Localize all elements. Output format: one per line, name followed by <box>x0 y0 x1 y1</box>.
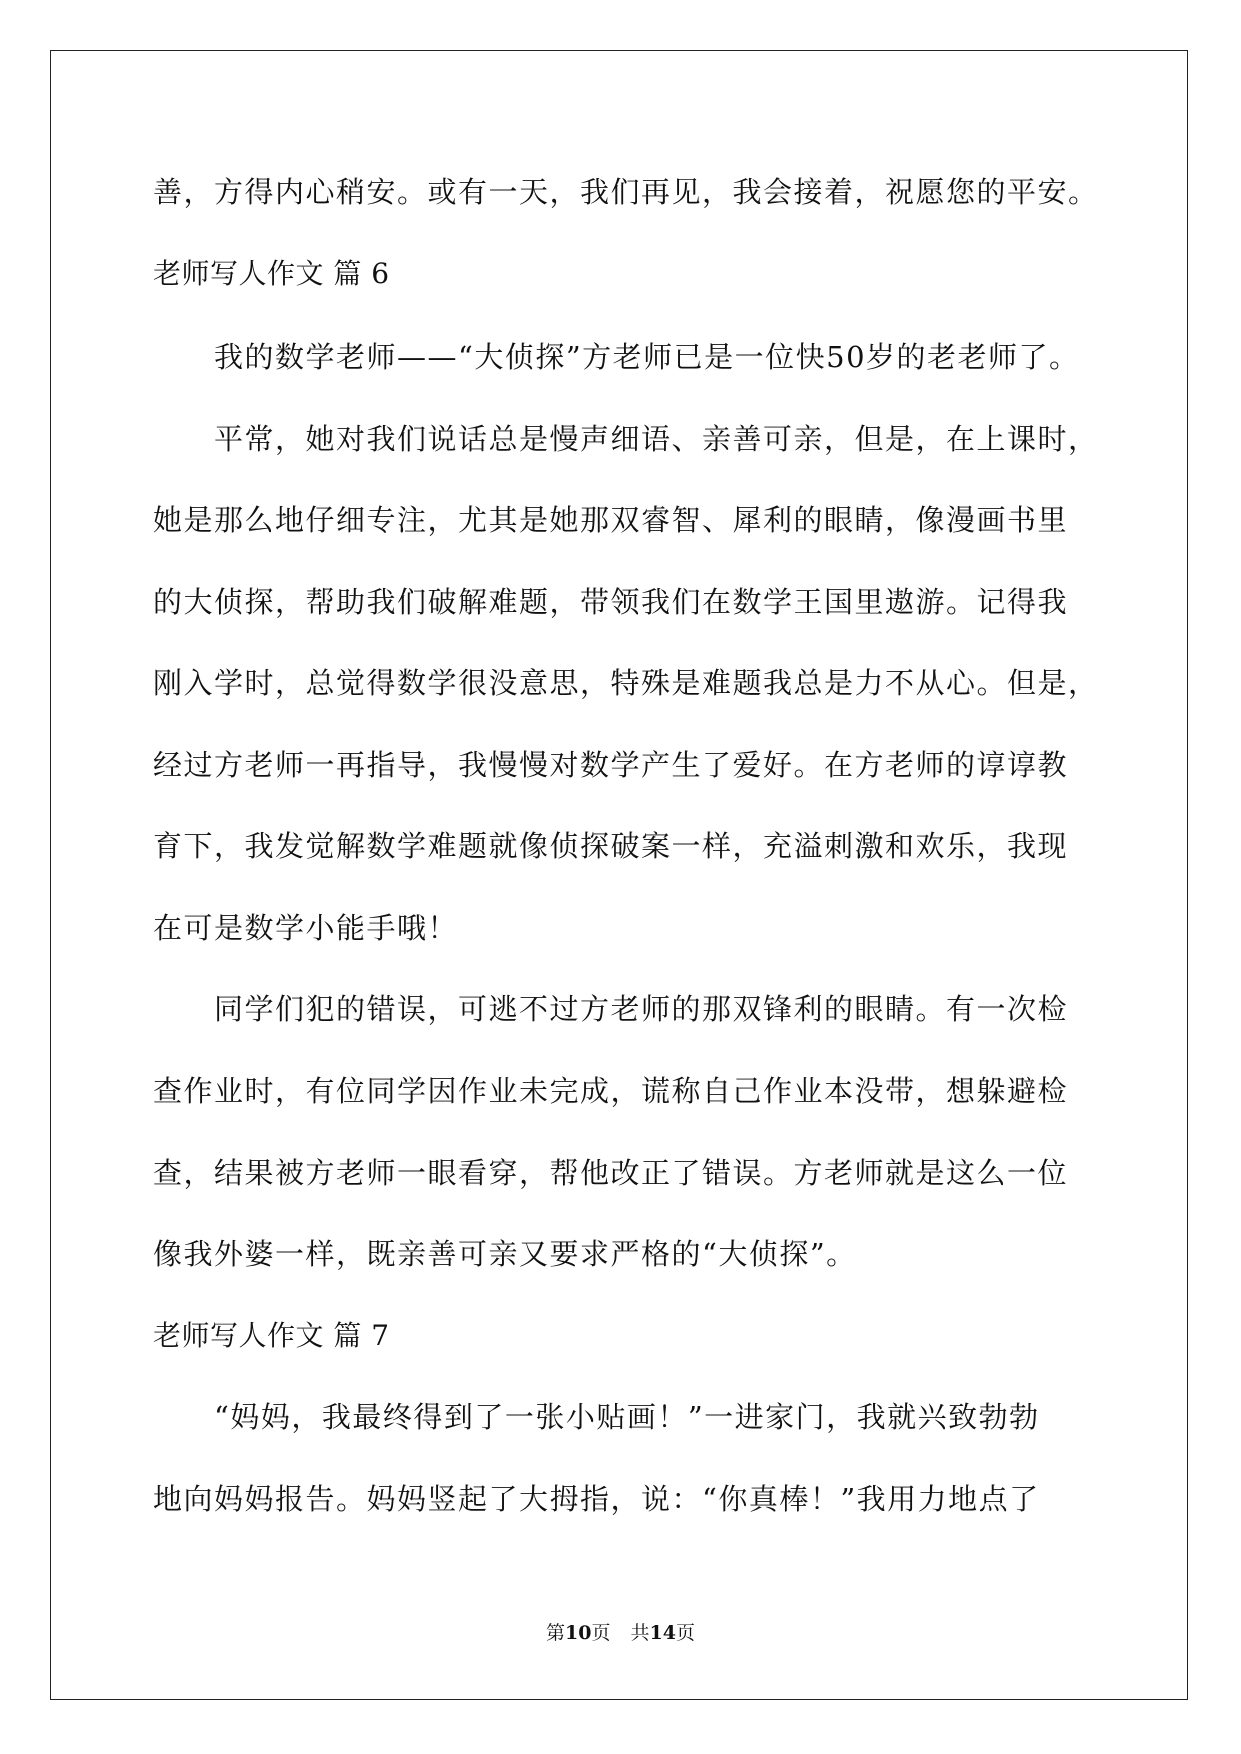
current-page-number: 10 <box>565 1622 592 1644</box>
total-page-number: 14 <box>649 1622 676 1644</box>
paragraph-line: 的大侦探，帮助我们破解难题，带领我们在数学王国里遨游。记得我 <box>153 585 1069 619</box>
footer-total-unit: 页 <box>675 1622 695 1644</box>
paragraph-line: 像我外婆一样，既亲善可亲又要求严格的“大侦探”。 <box>153 1237 857 1271</box>
paragraph-line: 她是那么地仔细专注，尤其是她那双睿智、犀利的眼睛，像漫画书里 <box>153 503 1069 537</box>
paragraph-line: “妈妈，我最终得到了一张小贴画！”一进家门，我就兴致勃勃 <box>214 1400 1040 1434</box>
paragraph-line: 平常，她对我们说话总是慢声细语、亲善可亲，但是，在上课时， <box>214 422 1099 456</box>
footer-page-unit: 页 <box>591 1622 611 1644</box>
footer-prefix: 第 <box>546 1622 566 1644</box>
footer-total-prefix: 共 <box>630 1622 650 1644</box>
page-footer <box>0 1621 1241 1645</box>
paragraph-line: 在可是数学小能手哦！ <box>153 911 459 945</box>
paragraph-line: 同学们犯的错误，可逃不过方老师的那双锋利的眼睛。有一次检 <box>214 992 1069 1026</box>
paragraph-line: 经过方老师一再指导，我慢慢对数学产生了爱好。在方老师的谆谆教 <box>153 748 1069 782</box>
paragraph-line: 地向妈妈报告。妈妈竖起了大拇指，说：“你真棒！”我用力地点了 <box>153 1482 1040 1516</box>
paragraph-line: 查作业时，有位同学因作业未完成，谎称自己作业本没带，想躲避检 <box>153 1074 1069 1108</box>
paragraph-line: 善，方得内心稍安。或有一天，我们再见，我会接着，祝愿您的平安。 <box>153 175 1099 209</box>
paragraph-line: 查，结果被方老师一眼看穿，帮他改正了错误。方老师就是这么一位 <box>153 1156 1069 1190</box>
paragraph-line: 我的数学老师——“大侦探”方老师已是一位快50岁的老老师了。 <box>214 340 1080 374</box>
paragraph-line: 育下，我发觉解数学难题就像侦探破案一样，充溢刺激和欢乐，我现 <box>153 829 1069 863</box>
page-border <box>50 50 1188 1700</box>
section-heading-7: 老师写人作文 篇 7 <box>153 1319 390 1352</box>
section-heading-6: 老师写人作文 篇 6 <box>153 257 390 290</box>
paragraph-line: 刚入学时，总觉得数学很没意思，特殊是难题我总是力不从心。但是， <box>153 666 1099 700</box>
